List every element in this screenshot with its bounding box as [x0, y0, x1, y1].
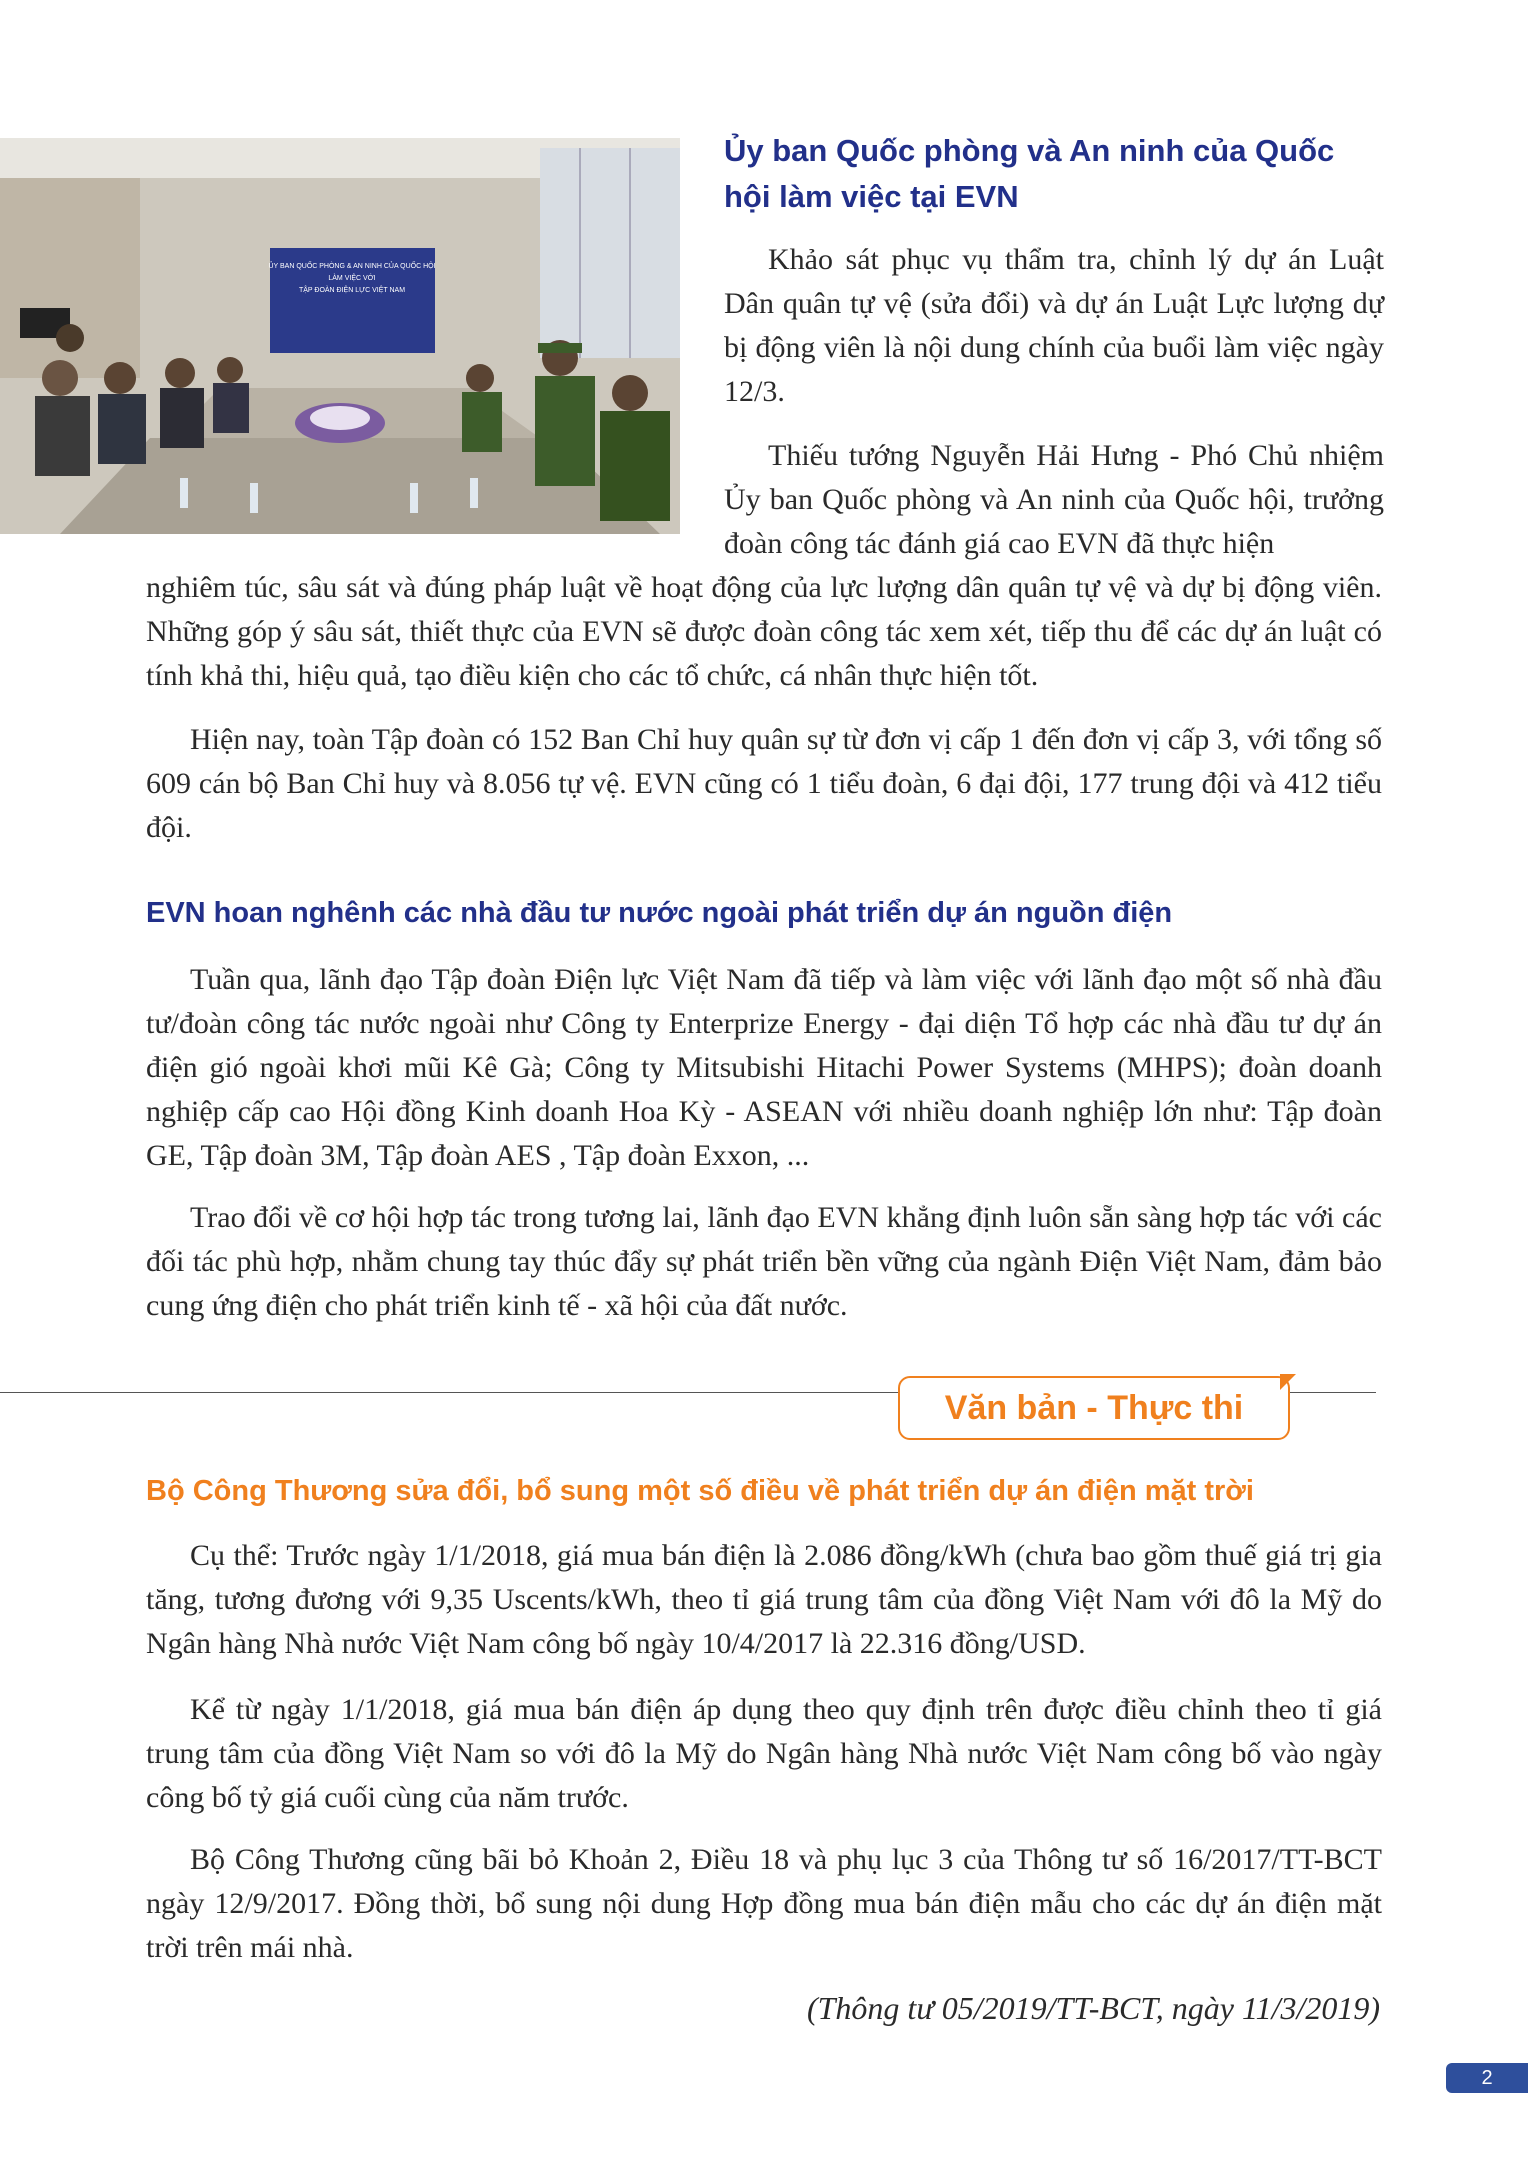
section-tab — [898, 1376, 1290, 1440]
article1-p2-narrow-block — [724, 434, 1384, 566]
article1-paragraph-2a: Thiếu tướng Nguyễn Hải Hưng - Phó Chủ nhiệm Ủy ban Quốc phòng và An ninh của Quốc hội, trưởng đoàn công tác đánh giá cao EVN đã thực hiện — [724, 439, 1384, 560]
article3-p1-block — [146, 1534, 1382, 1666]
article2-paragraph-2: Trao đổi về cơ hội hợp tác trong tương lai, lãnh đạo EVN khẳng định luôn sẵn sàng hợp tác với các đối tác phù hợp, nhằm chung tay thúc đẩy sự phát triển bền vững của ngành Điện Việt Nam, đảm bảo cung ứng điện cho phát triển kinh tế - xã hội của đất nước. — [146, 1201, 1382, 1322]
article3-title-block — [146, 1470, 1382, 1512]
article1-title-block — [724, 128, 1384, 220]
article2-paragraph-1: Tuần qua, lãnh đạo Tập đoàn Điện lực Việt Nam đã tiếp và làm việc với lãnh đạo một số nhà đầu tư/đoàn công tác nước ngoài như Công ty Enterprize Energy - đại diện Tổ hợp các nhà đầu tư dự án điện gió ngoài khơi mũi Kê Gà; Công ty Mitsubishi Hitachi Power Systems (MHPS); đoàn doanh nghiệp cấp cao Hội đồng Kinh doanh Hoa Kỳ - ASEAN với nhiều doanh nghiệp lớn như: Tập đoàn GE, Tập đoàn 3M, Tập đoàn AES , Tập đoàn Exxon, ... — [146, 963, 1382, 1172]
article3-title: Bộ Công Thương sửa đổi, bổ sung một số điều về phát triển dự án điện mặt trời — [146, 1475, 1254, 1507]
article1-p1-block — [724, 238, 1384, 414]
article2-p2-block — [146, 1196, 1382, 1328]
article2-title-block — [146, 892, 1382, 934]
article1-paragraph-2b: nghiêm túc, sâu sát và đúng pháp luật về hoạt động của lực lượng dân quân tự vệ và dự bị động viên. Những góp ý sâu sát, thiết thực của EVN sẽ được đoàn công tác xem xét, tiếp thu để các dự án luật có tính khả thi, hiệu quả, tạo điều kiện cho các tổ chức, cá nhân thực hiện tốt. — [146, 571, 1382, 692]
article1-paragraph-1: Khảo sát phục vụ thẩm tra, chỉnh lý dự án Luật Dân quân tự vệ (sửa đổi) và dự án Luật Lực lượng dự bị động viên là nội dung chính của buổi làm việc ngày 12/3. — [724, 243, 1384, 408]
page-number-badge — [1446, 2063, 1528, 2093]
screen-line3: TẬP ĐOÀN ĐIỆN LỰC VIỆT NAM — [298, 287, 406, 294]
article3-paragraph-3: Bộ Công Thương cũng bãi bỏ Khoản 2, Điều 18 và phụ lục 3 của Thông tư số 16/2017/TT-BCT ngày 12/9/2017. Đồng thời, bổ sung nội dung Hợp đồng mua bán điện mẫu cho các dự án điện mặt trời trên mái nhà. — [146, 1843, 1382, 1964]
section-tab-corner — [1280, 1374, 1296, 1390]
screen-line1: ỦY BAN QUỐC PHÒNG & AN NINH CỦA QUỐC HỘI — [268, 263, 436, 270]
article3-p3-block — [146, 1838, 1382, 1970]
article2-title: EVN hoan nghênh các nhà đầu tư nước ngoài phát triển dự án nguồn điện — [146, 897, 1173, 929]
article1-paragraph-3: Hiện nay, toàn Tập đoàn có 152 Ban Chỉ huy quân sự từ đơn vị cấp 1 đến đơn vị cấp 3, với tổng số 609 cán bộ Ban Chỉ huy và 8.056 tự vệ. EVN cũng có 1 tiểu đoàn, 6 đại đội, 177 trung đội và 412 tiểu đội. — [146, 723, 1382, 844]
article1-p3-block — [146, 718, 1382, 850]
article3-paragraph-2: Kể từ ngày 1/1/2018, giá mua bán điện áp dụng theo quy định trên được điều chỉnh theo tỉ giá trung tâm của đồng Việt Nam so với đô la Mỹ do Ngân hàng Nhà nước Việt Nam công bố vào ngày công bố tỷ giá cuối cùng của năm trước. — [146, 1693, 1382, 1814]
page-number: 2 — [1481, 2066, 1493, 2089]
article1-title: Ủy ban Quốc phòng và An ninh của Quốc hội làm việc tại EVN — [724, 133, 1335, 214]
article2-p1-block — [146, 958, 1382, 1178]
article3-paragraph-1: Cụ thể: Trước ngày 1/1/2018, giá mua bán điện là 2.086 đồng/kWh (chưa bao gồm thuế giá trị gia tăng, tương đương với 9,35 Uscents/kWh, theo tỉ giá trung tâm của đồng Việt Nam với đô la Mỹ do Ngân hàng Nhà nước Việt Nam công bố ngày 10/4/2017 là 22.316 đồng/USD. — [146, 1539, 1382, 1660]
article1-p2-wide-block — [146, 566, 1382, 698]
section-label: Văn bản - Thực thi — [944, 1388, 1244, 1427]
article3-citation: (Thông tư 05/2019/TT-BCT, ngày 11/3/2019) — [806, 1990, 1380, 2026]
meeting-photo — [0, 138, 680, 534]
article3-p2-block — [146, 1688, 1382, 1820]
screen-line2: LÀM VIỆC VỚI — [328, 275, 376, 282]
